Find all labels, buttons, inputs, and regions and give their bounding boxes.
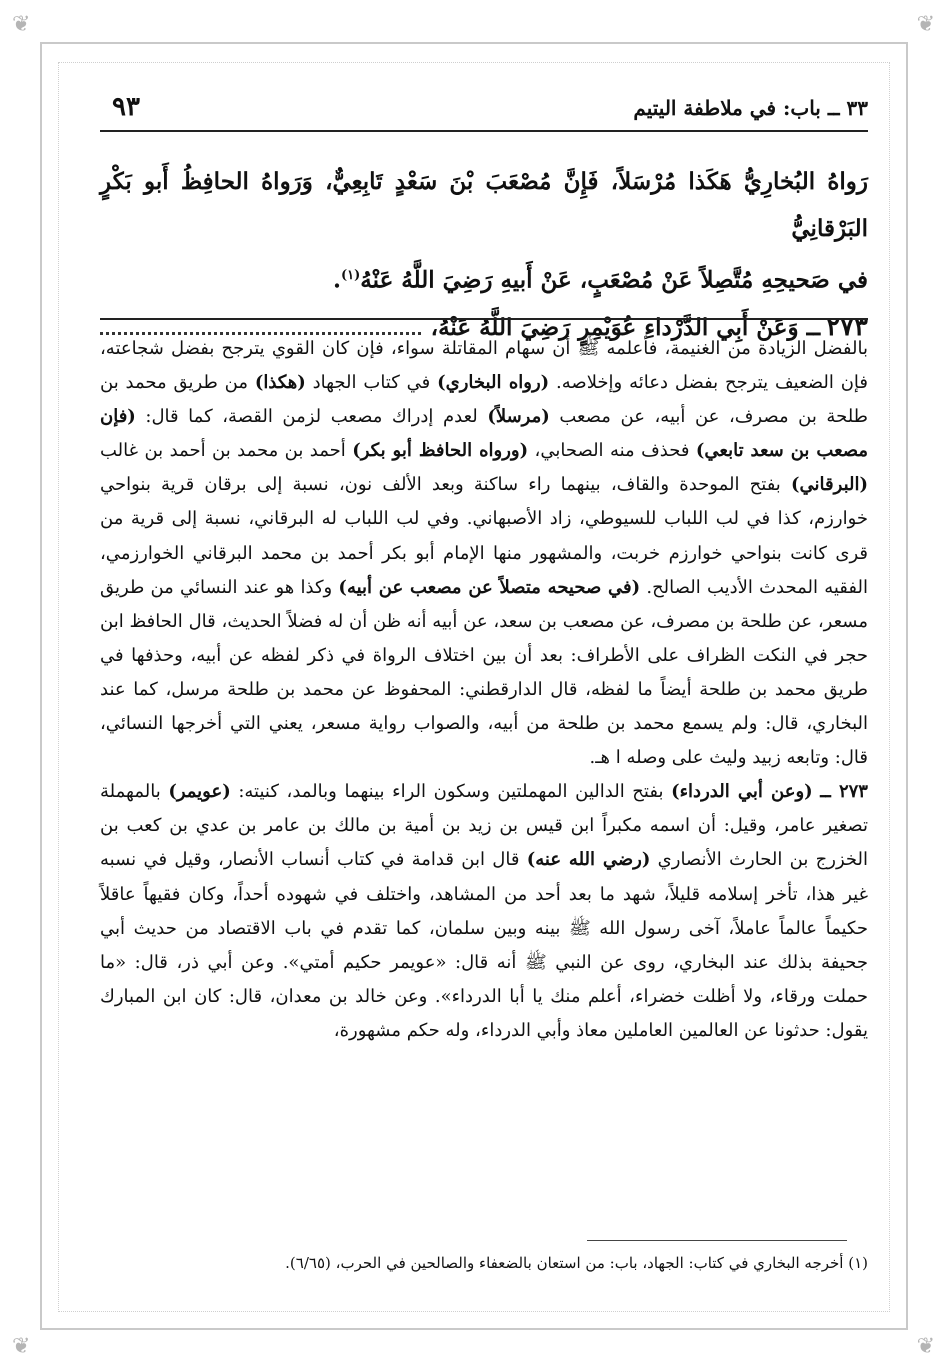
matn-text xyxy=(100,158,868,351)
page-header xyxy=(100,92,868,132)
matn-line-text: رَواهُ البُخارِيُّ هَكَذا مُرْسَلاً، فَإِنَّ مُصْعَبَ بْنَ سَعْدٍ تَابِعِيٌّ، وَرَواهُ الحافِظُ أَبو بَكْرٍ البَرْقانِيُّ xyxy=(100,168,868,242)
commentary-paragraph xyxy=(100,775,868,1048)
quoted-term: (البرقاني) xyxy=(791,474,868,496)
matn-line: في صَحيحِهِ مُتَّصِلاً عَنْ مُصْعَبٍ، عَنْ أَبيهِ رَضِيَ اللَّهُ عَنْهُ$^{(١)}$. xyxy=(332,266,868,294)
commentary xyxy=(100,332,868,1048)
matn-line-text: في صَحيحِهِ مُتَّصِلاً عَنْ مُصْعَبٍ، عَنْ أَبيهِ رَضِيَ اللَّهُ عَنْهُ xyxy=(360,266,868,294)
commentary-text: أحمد بن محمد بن أحمد بن غالب xyxy=(100,440,346,462)
hadith-number: ٢٧٣ xyxy=(826,311,868,342)
commentary-text: بالمهملة تصغير عامر، وقيل: أن اسمه مكبراً ابن قيس بن زيد بن أمية بن مالك بن عامر بن عدي بن كعب بن الخزرج بن الحارث الأنصاري xyxy=(100,781,868,871)
quoted-term: (في صحيحه متصلاً عن مصعب عن أبيه) xyxy=(338,576,641,598)
commentary-text: لعدم إدراك مصعب لزمن القصة، كما قال: xyxy=(145,406,478,428)
quoted-term: (عويمر) xyxy=(168,781,231,803)
matn-divider xyxy=(100,318,868,320)
quoted-term: (ورواه الحافظ أبو بكر) xyxy=(352,440,529,462)
hadith-number: ٢٧٣ ــ xyxy=(820,781,868,803)
quoted-term: (هكذا) xyxy=(254,372,306,394)
commentary-text: من طريق محمد بن طلحة بن مصرف، عن أبيه، عن مصعب xyxy=(100,372,868,428)
quoted-term: (رواه البخاري) xyxy=(437,372,550,394)
commentary-paragraph xyxy=(100,332,868,775)
chapter-title: ٣٣ ــ باب: في ملاطفة اليتيم xyxy=(633,96,868,120)
commentary-text: قال ابن قدامة في كتاب أنساب الأنصار، وقيل في نسبه غير هذا، تأخر إسلامه قليلاً، شهد ما بعد أحد من المشاهد، واختلف في شهوده أحداً، وكان فقيهاً عاقلاً حكيماً عالماً عاملاً، آخى رسول الله ﷺ بينه وبين سلمان، كما تقدم في باب الاقتصاد من حديث أبي جحيفة بذلك عند البخاري، روى عن النبي ﷺ أنه قال: «عويمر حكيم أمتي». وعن أبي ذر، قال: «ما حملت ورقاء، ولا أظلت خضراء، أعلم منك يا أبا الدرداء». وعن خالد بن معدان، قال: كان ابن المبارك يقول: حدثونا عن العالمين العاملين معاذ وأبي الدرداء، وله حكم مشهورة، xyxy=(100,849,868,1041)
footnote: (١) أخرجه البخاري في كتاب: الجهاد، باب: من استعان بالضعفاء والصالحين في الحرب، (٦/٦٥). xyxy=(285,1254,868,1272)
quoted-term: (رضي الله عنه) xyxy=(526,849,651,871)
hadith-text: ــ وَعَنْ أَبِي الدَّرْداءِ عُوَيْمِرٍ رَضِيَ اللَّهُ عَنْهُ، xyxy=(430,313,821,341)
corner-ornament-icon: ❦ xyxy=(12,12,31,37)
commentary-text: بالفضل الزيادة من الغنيمة، فأعلمه ﷺ أن سهام المقاتلة سواء، فإن كان القوي يترجح بفضل شجاعته، فإن الضعيف يترجح بفضل دعائه وإخلاصه. xyxy=(100,338,868,394)
commentary-text: بفتح الموحدة والقاف، بينهما راء ساكنة وبعد الألف نون، نسبة إلى برقان قرية بنواحي خوارزم، كذا في لب اللباب للسيوطي، زاد الأصبهاني. وفي لب اللباب له البرقاني، نسبة إلى قرية من قرى كانت بنواحي خوارزم خربت، والمشهور منها الإمام أبو بكر أحمد بن محمد البرقاني الخوارزمي، الفقيه المحدث الأديب الصالح. xyxy=(100,474,868,598)
quoted-term: (مرسلاً) xyxy=(487,406,550,428)
corner-ornament-icon: ❦ xyxy=(12,1334,31,1359)
commentary-text: بفتح الدالين المهملتين وسكون الراء بينهما وبالمد، كنيته: xyxy=(238,781,664,803)
commentary-text: في كتاب الجهاد xyxy=(312,372,431,394)
corner-ornament-icon: ❦ xyxy=(916,1334,935,1359)
quoted-term: (وعن أبي الدرداء) xyxy=(671,781,813,803)
footnote-divider xyxy=(587,1240,847,1241)
commentary-text: فحذف منه الصحابي، xyxy=(534,440,690,462)
commentary-text: وكذا هو عند النسائي من طريق مسعر، عن طلحة بن مصرف، عن مصعب بن سعد، عن أبيه أنه ظن أن له فضلاً الحديث، قال الحافظ ابن حجر في النكت الظراف على الأطراف: بعد أن بين اختلاف الرواة في ذكر لفظه عن أبيه، وحذفها في طريق محمد بن طلحة أيضاً ما لفظه، قال الدارقطني: المحفوظ عن محمد بن طلحة مرسل، كما عند البخاري، قال: ولم يسمع محمد بن طلحة من أبيه، والصواب رواية مسعر، يعني التي أخرجها النسائي، قال: وتابعه زبيد وليث على وصله ا هـ. xyxy=(100,576,868,769)
quoted-term: (فإن مصعب بن سعد تابعي) xyxy=(100,406,868,462)
page-number: ٩٣ xyxy=(112,92,140,122)
footnote-marker: (١) xyxy=(341,268,361,283)
matn-line xyxy=(100,158,868,252)
corner-ornament-icon: ❦ xyxy=(916,12,935,37)
